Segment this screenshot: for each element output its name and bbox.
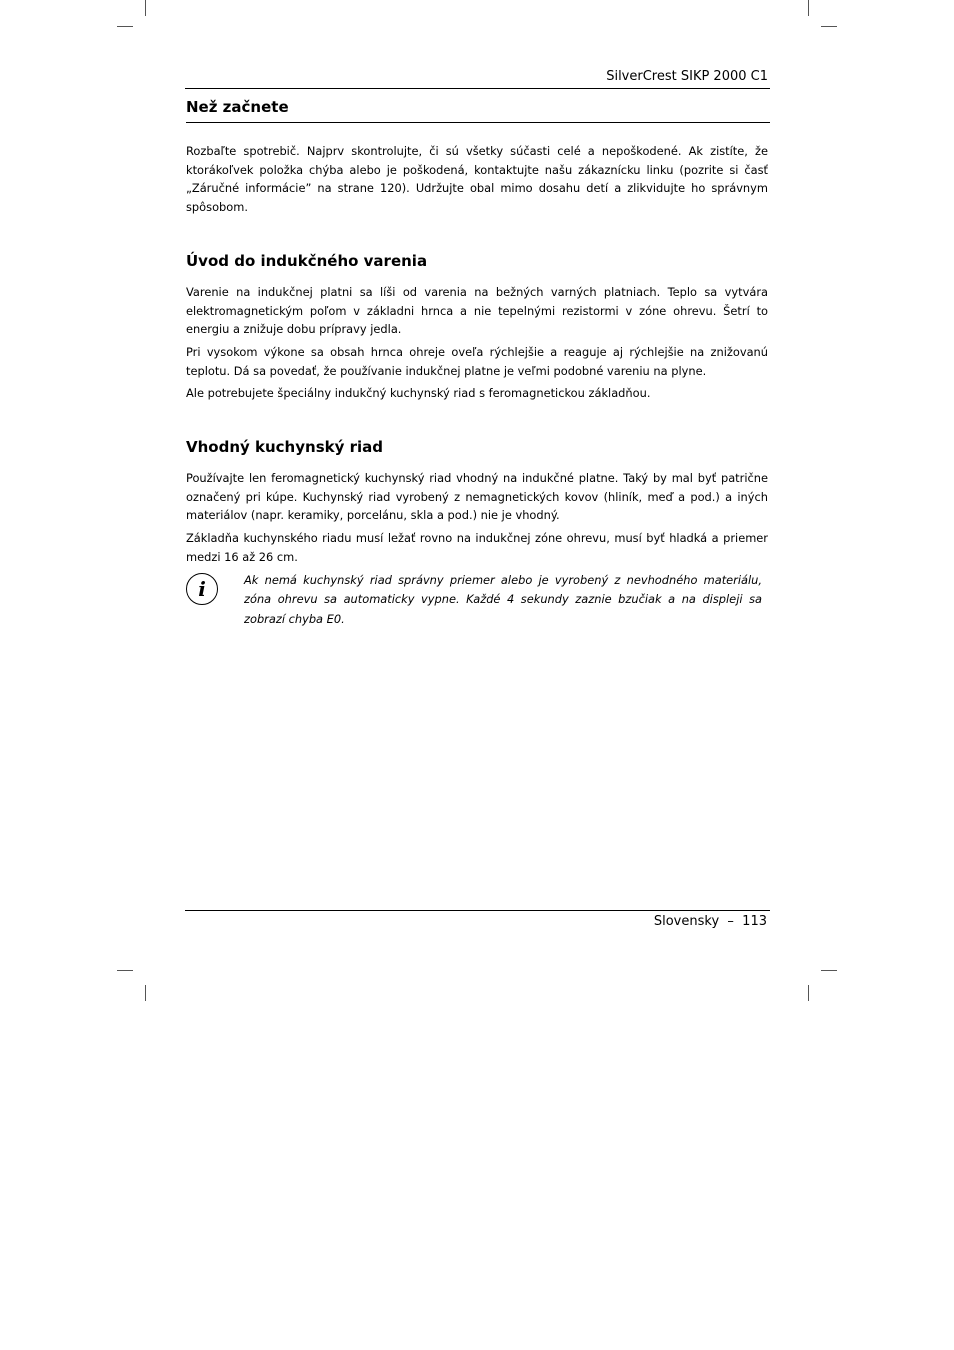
page-content [186,96,768,629]
crop-mark [145,985,146,1001]
paragraph: Rozbaľte spotrebič. Najprv skontrolujte, či sú všetky súčasti celé a nepoškodené. Ak zistíte, že ktorákoľvek položka chýba alebo je poškodená, kontaktujte našu zákaznícku linku (pozrite si časť „Záručné informácie” na strane 120). Udržujte obal mimo dosahu detí a zlikvidujte ho správnym spôsobom. [186,144,768,215]
crop-mark [821,970,837,971]
footer-language: Slovensky [653,914,720,929]
info-icon-glyph: i [198,576,206,601]
paragraph: Používajte len feromagnetický kuchynský riad vhodný na indukčné platne. Taký by mal byť patrične označený pri kúpe. Kuchynský riad vyrobený z nemagnetických kovov (hliník, meď a pod.) a iných materiálov (napr. keramiky, porcelánu, skla a pod.) nie je vhodný. [186,471,768,523]
crop-mark [117,26,133,27]
section-heading: Než začnete [186,96,770,123]
info-icon [186,573,218,605]
crop-mark [145,0,146,16]
footer-rule [185,910,770,911]
footer-separator: – [727,914,734,929]
paragraph: Ale potrebujete špeciálny indukčný kuchynský riad s feromagnetickou základňou. [186,386,651,401]
paragraph: Pri vysokom výkone sa obsah hrnca ohreje oveľa rýchlejšie a reaguje aj rýchlejšie na znižovanú teplotu. Dá sa povedať, že používanie indukčnej platne je veľmi podobné vareniu na plyne. [186,344,768,378]
crop-mark [808,985,809,1001]
footer-page-number: 113 [742,914,767,929]
section-heading: Úvod do indukčného varenia [186,251,428,270]
crop-mark [821,26,837,27]
page-header-model: SilverCrest SIKP 2000 C1 [606,69,768,84]
info-note-text: Ak nemá kuchynský riad správny priemer alebo je vyrobený z nevhodného materiálu, zóna ohrevu sa automaticky vypne. Každé 4 sekundy zaznie bzučiak a na displeji sa zobrazí chyba E0. [244,572,762,626]
crop-mark [808,0,809,16]
info-note [186,571,768,630]
paragraph: Základňa kuchynského riadu musí ležať rovno na indukčnej zóne ohrevu, musí byť hladká a priemer medzi 16 až 26 cm. [186,531,768,564]
header-rule [185,88,770,89]
paragraph: Varenie na indukčnej platni sa líši od varenia na bežných varných platniach. Teplo sa vytvára elektromagnetickým poľom v základni hrnca a nie tepelnými rezistormi v zóne ohrevu. Šetrí to energiu a znižuje dobu prípravy jedla. [186,284,768,337]
page-footer [654,913,767,931]
crop-mark [117,970,133,971]
section-heading: Vhodný kuchynský riad [186,438,383,457]
